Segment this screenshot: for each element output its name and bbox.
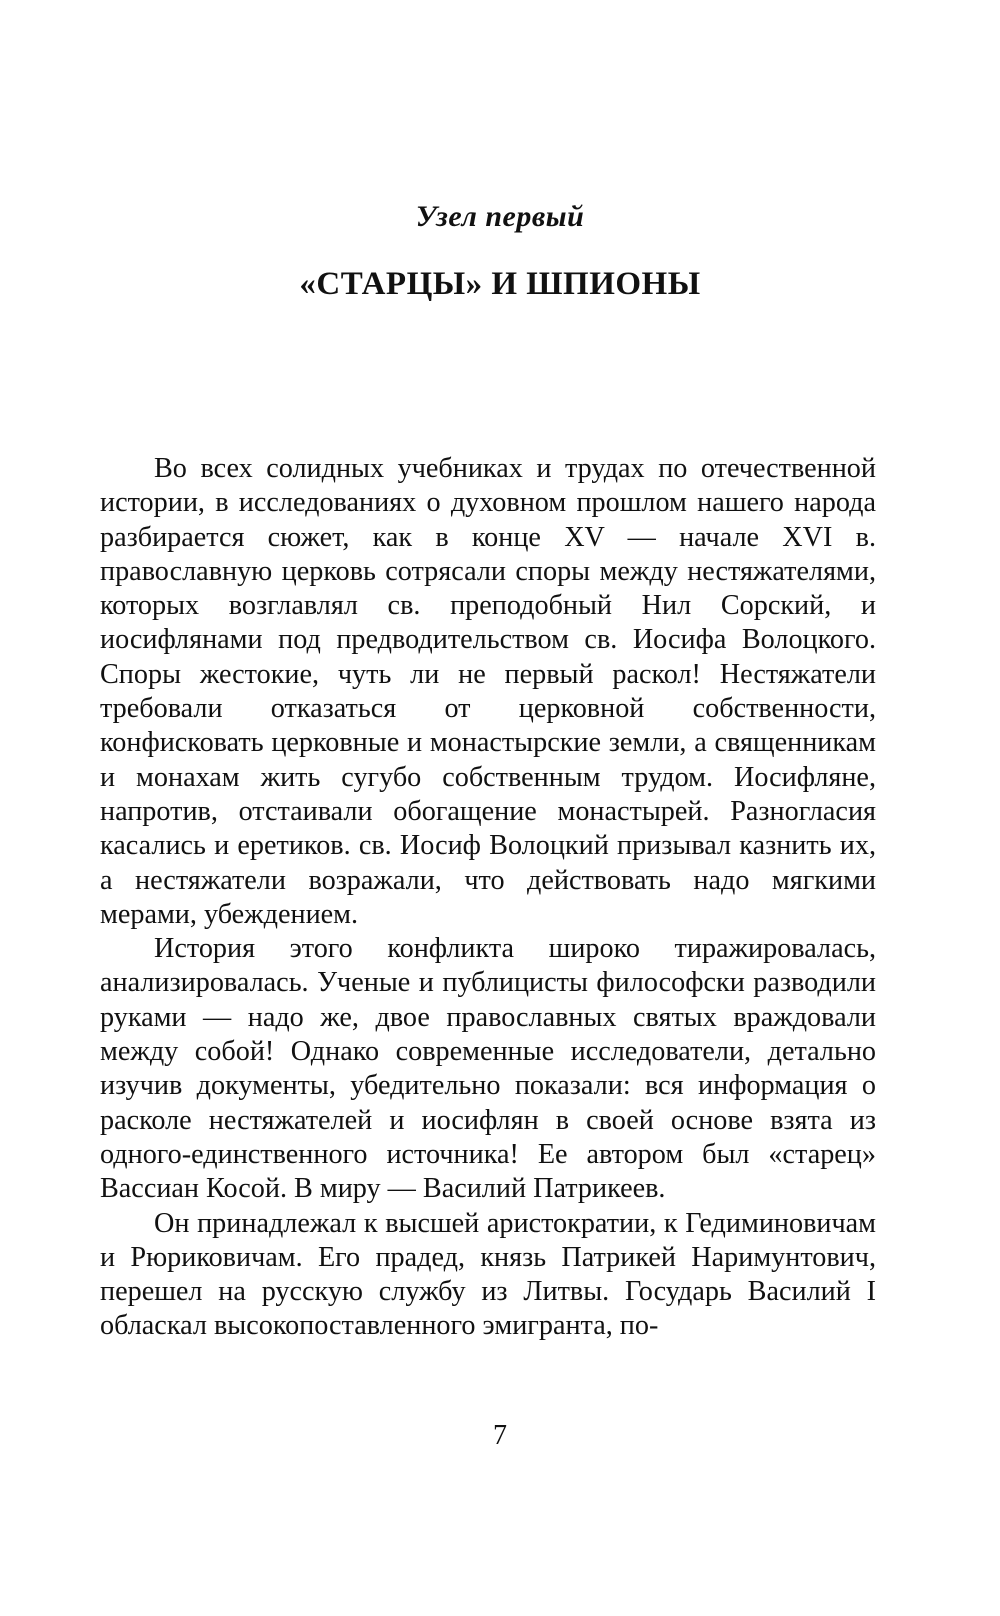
chapter-label: Узел первый <box>415 200 585 233</box>
page-number: 7 <box>493 1420 507 1451</box>
chapter-title: «СТАРЦЫ» И ШПИОНЫ <box>299 266 701 302</box>
body-text <box>100 452 876 1344</box>
paragraph: Во всех солидных учебниках и трудах по отечественной истории, в исследованиях о духовном прошлом нашего народа разбирается сюжет, как в конце XV — начале XVI в. православную церковь сотрясали споры между нестяжателями, которых возглавлял св. преподобный Нил Сорский, и иосифлянами под предводительством св. Иосифа Волоцкого. Споры жестокие, чуть ли не первый раскол! Нестяжатели требовали отказаться от церковной собственности, конфисковать церковные и монастырские земли, а священникам и монахам жить сугубо собственным трудом. Иосифляне, напротив, отстаивали обогащение монастырей. Разногласия касались и еретиков. св. Иосиф Волоцкий призывал казнить их, а нестяжатели возражали, что действовать надо мягкими мерами, убеждением. <box>100 453 876 930</box>
paragraph: Он принадлежал к высшей аристократии, к Гедиминовичам и Рюриковичам. Его прадед, князь Патрикей Наримунтович, перешел на русскую службу из Литвы. Государь Василий I обласкал высокопоставленного эмигранта, по- <box>100 1207 876 1342</box>
paragraph: История этого конфликта широко тиражировалась, анализировалась. Ученые и публицисты философски разводили руками — надо же, двое православных святых враждовали между собой! Однако современные исследователи, детально изучив документы, убедительно показали: вся информация о расколе нестяжателей и иосифлян в своей основе взята из одного-единственного источника! Ее автором был «старец» Вассиан Косой. В миру — Василий Патрикеев. <box>100 933 876 1205</box>
